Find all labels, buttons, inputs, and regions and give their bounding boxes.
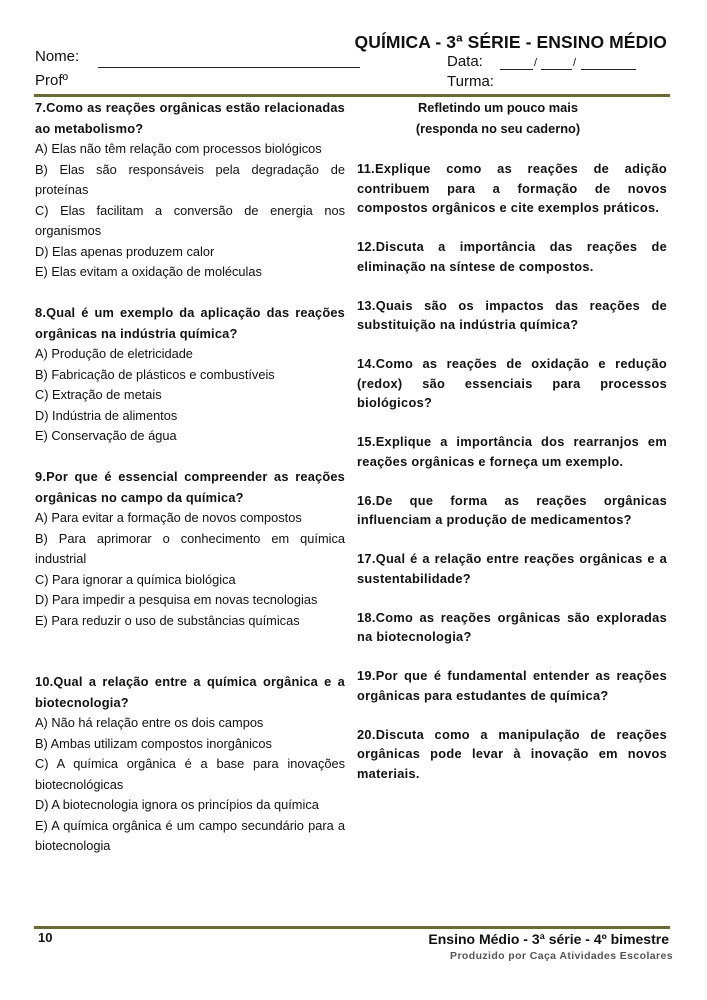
- nome-label: Nome:: [35, 48, 80, 65]
- option-c: C) Elas facilitam a conversão de energia nos organismos: [35, 202, 345, 238]
- option-c: C) Extração de metais: [35, 387, 162, 402]
- open-question: 17.Qual é a relação entre reações orgânicas e a sustentabilidade?: [357, 551, 667, 586]
- open-question: 13.Quais são os impactos das reações de substituição na indústria química?: [357, 297, 667, 332]
- option-b: B) Para aprimorar o conhecimento em química industrial: [35, 530, 345, 566]
- option-e: E) Conservação de água: [35, 428, 177, 443]
- date-day-blank: [500, 69, 533, 70]
- data-label: Data:: [447, 53, 483, 70]
- date-separator: /: [534, 57, 538, 69]
- option-d: D) Para impedir a pesquisa em novas tecnologias: [35, 592, 318, 607]
- open-question: 11.Explique como as reações de adição contribuem para a formação de novos compostos orgânicos e cite exemplos práticos.: [357, 161, 667, 215]
- option-d: D) A biotecnologia ignora os princípios da química: [35, 797, 319, 812]
- turma-label: Turma:: [447, 73, 494, 90]
- option-c: C) Para ignorar a química biológica: [35, 571, 236, 587]
- footer-divider: [34, 926, 670, 929]
- open-question: 12.Discuta a importância das reações de eliminação na síntese de compostos.: [357, 239, 667, 274]
- option-b: B) Fabricação de plásticos e combustíveis: [35, 366, 275, 382]
- page-title: QUÍMICA - 3ª SÉRIE - ENSINO MÉDIO: [354, 32, 667, 52]
- date-year-blank: [581, 69, 636, 70]
- nome-blank-line: [98, 67, 360, 68]
- left-column: [35, 98, 345, 857]
- reflection-title: Refletindo um pouco mais: [418, 100, 578, 115]
- option-a: A) Produção de eletricidade: [35, 346, 193, 361]
- reflection-instruction: (responda no seu caderno): [415, 120, 581, 136]
- question-block: [35, 303, 345, 447]
- option-a: A) Elas não têm relação com processos biológicos: [35, 141, 322, 156]
- open-question: 18.Como as reações orgânicas são exploradas na biotecnologia?: [357, 609, 667, 644]
- question-text: 9.Por que é essencial compreender as reações orgânicas no campo da química?: [35, 469, 345, 505]
- option-e: E) Para reduzir o uso de substâncias químicas: [35, 612, 300, 628]
- option-d: D) Indústria de alimentos: [35, 407, 178, 423]
- date-month-blank: [541, 69, 572, 70]
- open-question: 20.Discuta como a manipulação de reações orgânicas pode levar à inovação em novos materiais.: [357, 726, 667, 781]
- question-block: [35, 672, 345, 857]
- option-a: A) Para evitar a formação de novos compostos: [35, 510, 302, 525]
- prof-label: Profº: [35, 72, 68, 89]
- question-block: [35, 98, 345, 283]
- page-number: 10: [38, 930, 53, 945]
- open-question: 19.Por que é fundamental entender as reações orgânicas para estudantes de química?: [357, 668, 667, 703]
- open-question: 14.Como as reações de oxidação e redução (redox) são essenciais para processos biológicos?: [357, 356, 667, 410]
- open-question: 15.Explique a importância dos rearranjos em reações orgânicas e forneça um exemplo.: [357, 434, 667, 469]
- question-text: 8.Qual é um exemplo da aplicação das reações orgânicas na indústria química?: [35, 305, 345, 341]
- footer-series: Ensino Médio - 3ª série - 4º bimestre: [428, 931, 669, 947]
- option-d: D) Elas apenas produzem calor: [35, 243, 215, 259]
- option-b: B) Ambas utilizam compostos inorgânicos: [35, 735, 272, 751]
- option-c: C) A química orgânica é a base para inovações biotecnológicas: [35, 756, 345, 792]
- option-b: B) Elas são responsáveis pela degradação de proteínas: [35, 161, 345, 197]
- open-question: 16.De que forma as reações orgânicas influenciam a produção de medicamentos?: [357, 492, 667, 527]
- date-separator: /: [573, 57, 577, 69]
- option-a: A) Não há relação entre os dois campos: [35, 715, 264, 730]
- question-text: 7.Como as reações orgânicas estão relacionadas ao metabolismo?: [35, 100, 345, 136]
- option-e: E) Elas evitam a oxidação de moléculas: [35, 264, 262, 279]
- header-divider: [34, 94, 670, 97]
- reflection-heading: [357, 98, 639, 139]
- question-text: 10.Qual a relação entre a química orgânica e a biotecnologia?: [35, 674, 345, 710]
- question-block: [35, 467, 345, 631]
- footer-credit: Produzido por Caça Atividades Escolares: [450, 950, 673, 962]
- option-e: E) A química orgânica é um campo secundário para a biotecnologia: [35, 817, 345, 853]
- right-column: [357, 98, 667, 803]
